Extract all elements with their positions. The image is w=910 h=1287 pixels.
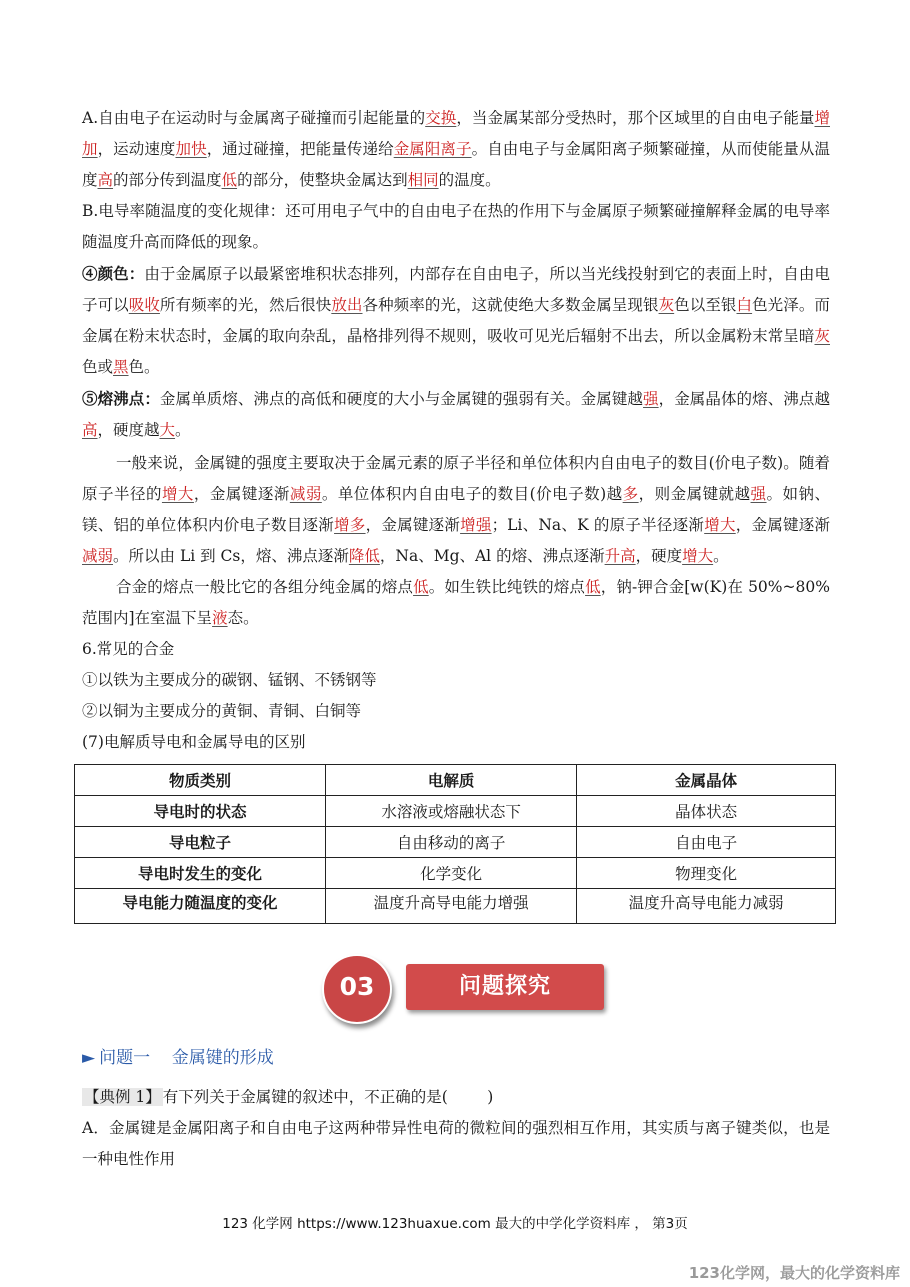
list-item-copper-alloys: ②以铜为主要成分的黄铜、青铜、白铜等 <box>82 702 362 720</box>
answer-fill: 加快 <box>175 140 207 158</box>
answer-fill: 大 <box>159 421 176 439</box>
table-row-label: 导电粒子 <box>75 827 326 858</box>
example-stem: 有下列关于金属键的叙述中，不正确的是( ) <box>162 1088 494 1106</box>
answer-fill: 相同 <box>407 171 439 189</box>
paragraph-color: ④颜色：由于金属原子以最紧密堆积状态排列，内部存在自由电子，所以当光线投射到它的表面上时，自由电子可以吸收所有频率的光，然后很快放出各种频率的光，这就使绝大多数金属呈现银灰色以至银白色光泽。而金属在粉末状态时，金属的取向杂乱，晶格排列得不规则，吸收可见光后辐射不出去，所以金属粉末常呈暗灰色或黑色。 <box>82 264 830 376</box>
answer-fill: 低 <box>221 171 238 189</box>
question-title: 问题一 金属键的形成 <box>99 1048 274 1068</box>
paragraph-conductivity: B.电导率随温度的变化规律：还可用电子气中的自由电子在热的作用下与金属原子频繁碰撞解释金属的电导率随温度升高而降低的现象。 <box>82 202 830 251</box>
table-row <box>75 889 836 924</box>
answer-fill: 灰 <box>814 327 830 345</box>
table-row <box>75 827 836 858</box>
option-a: A．金属键是金属阳离子和自由电子这两种带异性电荷的微粒间的强烈相互作用，其实质与离子键类似，也是一种电性作用 <box>82 1119 830 1168</box>
answer-fill: 低 <box>585 578 601 596</box>
paragraph-thermal-conduction: A.自由电子在运动时与金属离子碰撞而引起能量的交换，当金属某部分受热时，那个区域里的自由电子能量增加，运动速度加快，通过碰撞，把能量传递给金属阳离子。自由电子与金属阳离子频繁碰撞，从而使能量从温度高的部分传到温度低的部分，使整块金属达到相同的温度。 <box>82 109 830 189</box>
answer-fill: 增大 <box>704 516 736 534</box>
heading-color: ④颜色： <box>82 264 145 283</box>
conduction-comparison-table <box>74 764 836 924</box>
table-header-cell: 电解质 <box>326 765 577 796</box>
answer-fill: 强 <box>643 390 659 408</box>
paragraph-melting-point: ⑤熔沸点：金属单质熔、沸点的高低和硬度的大小与金属键的强弱有关。金属键越强，金属晶体的熔、沸点越高，硬度越大。 <box>82 389 830 439</box>
answer-fill: 多 <box>622 485 639 503</box>
answer-fill: 减弱 <box>82 547 114 565</box>
table-row-label: 导电时发生的变化 <box>75 858 326 889</box>
heading-common-alloys: 6.常见的合金 <box>82 640 175 658</box>
table-cell: 水溶液或熔融状态下 <box>326 796 577 827</box>
table-cell: 温度升高导电能力减弱 <box>577 889 836 924</box>
example-tag: 【典例 1】 <box>84 1088 161 1106</box>
answer-fill: 增强 <box>460 516 492 534</box>
answer-fill: 增多 <box>334 516 366 534</box>
table-cell: 化学变化 <box>326 858 577 889</box>
answer-fill: 低 <box>413 578 429 596</box>
answer-fill: 黑 <box>113 358 129 376</box>
watermark: 123化学网，最大的化学资料库 <box>688 1264 900 1282</box>
answer-fill: 吸收 <box>128 296 160 314</box>
question-heading <box>82 1043 274 1068</box>
answer-fill: 白 <box>736 296 753 314</box>
list-item-iron-alloys: ①以铁为主要成分的碳钢、锰钢、不锈钢等 <box>82 671 377 689</box>
answer-fill: 液 <box>212 609 228 627</box>
heading-melting-point: ⑤熔沸点： <box>82 389 160 408</box>
answer-fill: 金属阳离子 <box>393 140 472 158</box>
answer-fill: 交换 <box>425 109 457 127</box>
table-cell: 物理变化 <box>577 858 836 889</box>
answer-fill: 减弱 <box>289 485 322 503</box>
table-header-cell: 物质类别 <box>75 765 326 796</box>
heading-conduction-comparison: (7)电解质导电和金属导电的区别 <box>82 733 306 751</box>
answer-fill: 升高 <box>604 547 636 565</box>
answer-fill: 增加 <box>82 109 830 158</box>
table-cell: 温度升高导电能力增强 <box>326 889 577 924</box>
answer-fill: 高 <box>97 171 114 189</box>
table-row-label: 导电能力随温度的变化 <box>75 889 326 924</box>
section-number: 03 <box>339 972 375 1001</box>
section-title: 问题探究 <box>458 974 551 999</box>
paragraph-alloy-melting: 合金的熔点一般比它的各组分纯金属的熔点低。如生铁比纯铁的熔点低，钠-钾合金[w(K)在 50%~80%范围内]在室温下呈液态。 <box>82 578 830 627</box>
table-row <box>75 858 836 889</box>
paragraph-bond-strength: 一般来说，金属键的强度主要取决于金属元素的原子半径和单位体积内自由电子的数目(价电子数)。随着原子半径的增大，金属键逐渐减弱。单位体积内自由电子的数目(价电子数)越多，则金属键就越强。如钠、镁、铝的单位体积内价电子数目逐渐增多，金属键逐渐增强；Li、Na、K 的原子半径逐渐增大，金属键逐渐减弱。所以由 Li 到 Cs，熔、沸点逐渐降低，Na、Mg、Al 的熔、沸点逐渐升高，硬度增大。 <box>82 454 830 565</box>
answer-fill: 降低 <box>348 547 380 565</box>
table-header-cell: 金属晶体 <box>577 765 836 796</box>
table-row-label: 导电时的状态 <box>75 796 326 827</box>
answer-fill: 增大 <box>682 547 714 565</box>
section-badge <box>322 952 612 1032</box>
triangle-right-icon: ► <box>82 1048 96 1068</box>
answer-fill: 高 <box>82 421 98 439</box>
table-cell: 自由移动的离子 <box>326 827 577 858</box>
section-title-banner <box>406 964 604 1010</box>
example-question <box>82 1085 493 1107</box>
answer-fill: 增大 <box>161 485 194 503</box>
table-cell: 自由电子 <box>577 827 836 858</box>
table-row <box>75 796 836 827</box>
answer-fill: 强 <box>750 485 767 503</box>
answer-fill: 灰 <box>658 296 675 314</box>
page-footer: 123 化学网 https://www.123huaxue.com 最大的中学化学资料库 ， 第3页 <box>222 1216 688 1232</box>
table-cell: 晶体状态 <box>577 796 836 827</box>
answer-fill: 放出 <box>331 296 363 314</box>
table-header-row <box>75 765 836 796</box>
